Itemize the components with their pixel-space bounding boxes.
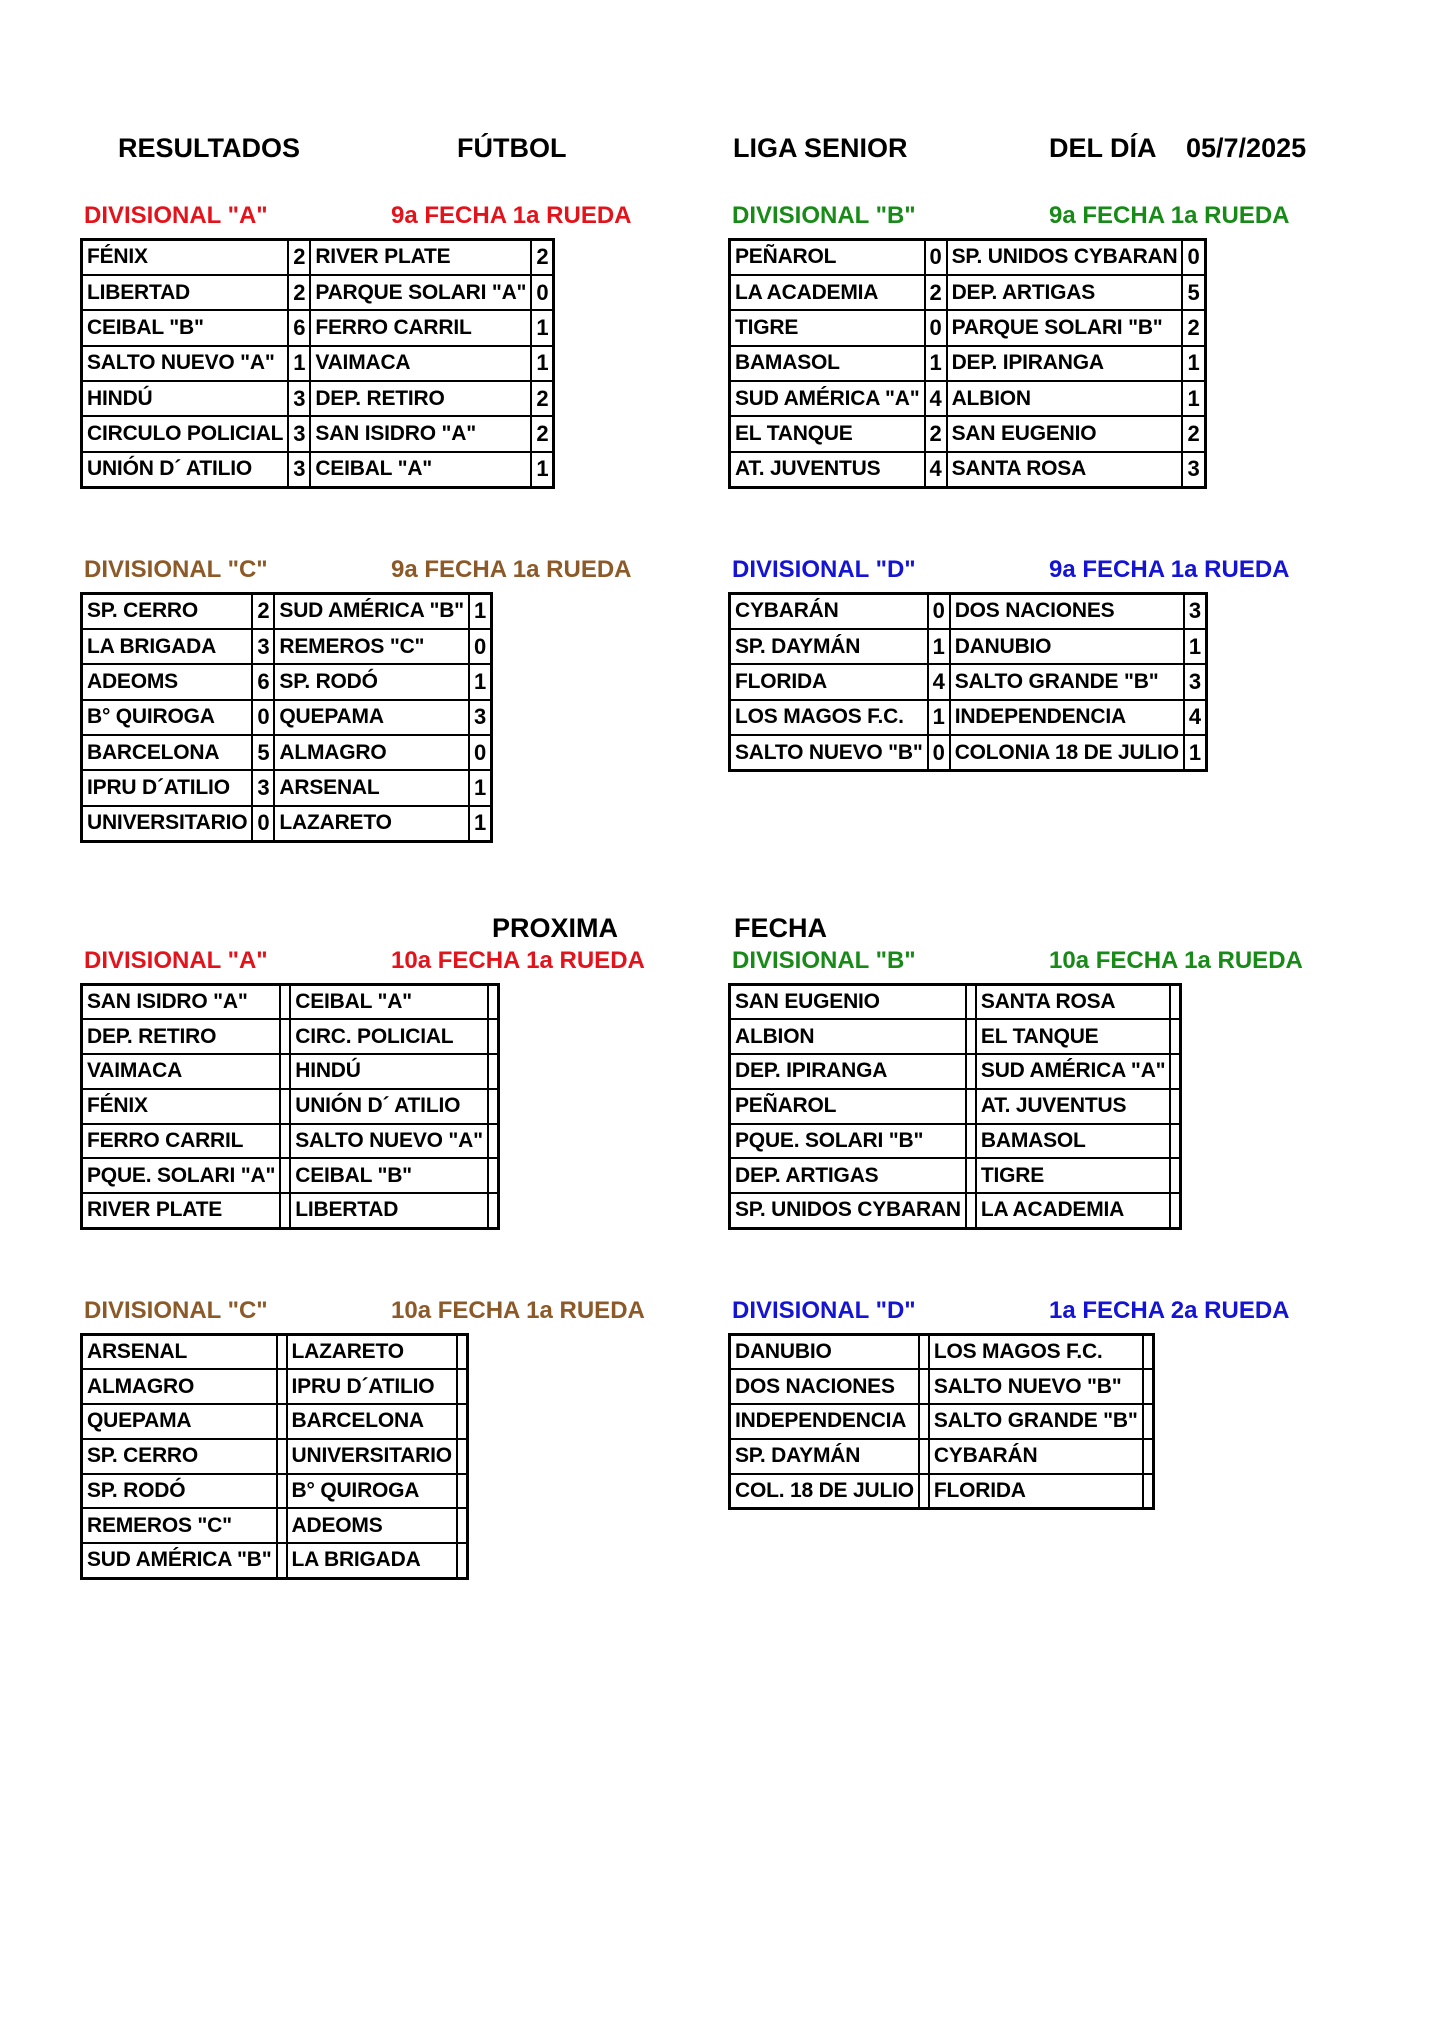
home-team: PEÑAROL (730, 240, 925, 275)
table-row (82, 664, 492, 699)
division-label: DIVISIONAL "C" (84, 556, 268, 583)
away-team: ARSENAL (274, 770, 469, 805)
division-label: DIVISIONAL "B" (732, 202, 916, 229)
title-liga: LIGA SENIOR (733, 133, 908, 163)
away-score: 1 (469, 664, 492, 699)
home-score (277, 1404, 287, 1439)
home-team: SP. RODÓ (82, 1474, 277, 1509)
matches-table (80, 592, 493, 843)
home-team: DOS NACIONES (730, 1369, 919, 1404)
away-score: 0 (469, 629, 492, 664)
home-team: DEP. RETIRO (82, 1019, 281, 1054)
home-team: INDEPENDENCIA (730, 1404, 919, 1439)
away-score: 2 (1182, 416, 1205, 451)
away-score (457, 1508, 468, 1543)
away-score: 4 (1184, 700, 1207, 735)
home-score (919, 1369, 929, 1404)
away-score (1170, 1124, 1181, 1159)
away-score (1170, 1054, 1181, 1089)
division-label: DIVISIONAL "D" (732, 1297, 916, 1324)
home-score (277, 1369, 287, 1404)
table-row (82, 985, 499, 1020)
home-score: 1 (928, 700, 950, 735)
away-team: DEP. RETIRO (310, 381, 531, 416)
home-score: 2 (925, 416, 947, 451)
table-row (730, 275, 1206, 310)
home-score: 4 (925, 452, 947, 487)
away-score: 1 (469, 594, 492, 629)
home-team: PEÑAROL (730, 1089, 966, 1124)
away-team: TIGRE (976, 1158, 1171, 1193)
table-row (82, 1054, 499, 1089)
home-score: 6 (252, 664, 274, 699)
away-team: BARCELONA (287, 1404, 457, 1439)
home-score: 2 (925, 275, 947, 310)
home-score: 0 (252, 700, 274, 735)
home-team: FÉNIX (82, 1089, 281, 1124)
home-score (919, 1439, 929, 1474)
home-score (919, 1335, 929, 1370)
home-team: ALBION (730, 1019, 966, 1054)
table-row (730, 1474, 1154, 1509)
table-row (82, 1089, 499, 1124)
away-score (457, 1543, 468, 1578)
away-team: COLONIA 18 DE JULIO (950, 735, 1184, 770)
division-label: DIVISIONAL "D" (732, 556, 916, 583)
home-score (919, 1474, 929, 1509)
away-team: HINDÚ (290, 1054, 488, 1089)
away-score: 1 (469, 806, 492, 841)
table-row (730, 381, 1206, 416)
away-team: REMEROS "C" (274, 629, 469, 664)
matches-table (80, 238, 555, 489)
home-team: FÉNIX (82, 240, 289, 275)
away-score (1170, 1019, 1181, 1054)
away-team: SANTA ROSA (947, 452, 1183, 487)
home-team: EL TANQUE (730, 416, 925, 451)
title-futbol: FÚTBOL (457, 133, 567, 163)
home-team: DANUBIO (730, 1335, 919, 1370)
away-team: SP. UNIDOS CYBARAN (947, 240, 1183, 275)
away-score: 0 (1182, 240, 1205, 275)
home-team: REMEROS "C" (82, 1508, 277, 1543)
away-team: EL TANQUE (976, 1019, 1171, 1054)
table-row (82, 735, 492, 770)
division-label: DIVISIONAL "C" (84, 1297, 268, 1324)
away-score: 2 (531, 381, 554, 416)
away-team: FLORIDA (929, 1474, 1143, 1509)
home-score: 0 (252, 806, 274, 841)
away-team: LA BRIGADA (287, 1543, 457, 1578)
home-score: 1 (288, 346, 310, 381)
home-team: SP. DAYMÁN (730, 629, 928, 664)
away-team: SALTO NUEVO "B" (929, 1369, 1143, 1404)
home-team: VAIMACA (82, 1054, 281, 1089)
table-row (82, 1019, 499, 1054)
table-row (82, 1369, 468, 1404)
home-score (280, 985, 290, 1020)
table-row (82, 1543, 468, 1578)
away-team: CYBARÁN (929, 1439, 1143, 1474)
away-team: SALTO GRANDE "B" (950, 664, 1184, 699)
table-row (730, 1089, 1181, 1124)
away-team: ALBION (947, 381, 1183, 416)
home-score: 3 (288, 452, 310, 487)
away-team: CEIBAL "A" (290, 985, 488, 1020)
proxima-label: PROXIMA (492, 913, 619, 943)
table-row (82, 1335, 468, 1370)
table-row (730, 240, 1206, 275)
away-team: UNIÓN D´ ATILIO (290, 1089, 488, 1124)
table-row (82, 381, 554, 416)
matches-table (80, 1333, 469, 1580)
away-team: B° QUIROGA (287, 1474, 457, 1509)
away-team: ADEOMS (287, 1508, 457, 1543)
table-row (730, 664, 1207, 699)
table-row (730, 1369, 1154, 1404)
table-row (82, 1439, 468, 1474)
division-label: DIVISIONAL "A" (84, 202, 268, 229)
away-team: CEIBAL "B" (290, 1158, 488, 1193)
home-team: BAMASOL (730, 346, 925, 381)
table-row (82, 770, 492, 805)
away-team: SUD AMÉRICA "A" (976, 1054, 1171, 1089)
away-team: LOS MAGOS F.C. (929, 1335, 1143, 1370)
table-row (82, 1158, 499, 1193)
home-team: SUD AMÉRICA "A" (730, 381, 925, 416)
home-team: PQUE. SOLARI "B" (730, 1124, 966, 1159)
away-score: 1 (531, 310, 554, 345)
table-row (82, 1508, 468, 1543)
home-team: B° QUIROGA (82, 700, 253, 735)
home-score: 4 (928, 664, 950, 699)
table-row (82, 452, 554, 487)
away-team: SP. RODÓ (274, 664, 469, 699)
away-score (457, 1404, 468, 1439)
home-team: TIGRE (730, 310, 925, 345)
matches-table (728, 1333, 1155, 1510)
home-team: UNIVERSITARIO (82, 806, 253, 841)
home-team: SP. CERRO (82, 1439, 277, 1474)
away-score (1143, 1439, 1154, 1474)
home-score: 0 (925, 240, 947, 275)
home-team: DEP. ARTIGAS (730, 1158, 966, 1193)
away-team: CEIBAL "A" (310, 452, 531, 487)
home-score: 1 (925, 346, 947, 381)
fecha-label: 1a FECHA 2a RUEDA (1049, 1297, 1290, 1324)
home-team: SP. CERRO (82, 594, 253, 629)
home-team: IPRU D´ATILIO (82, 770, 253, 805)
away-score (488, 1054, 499, 1089)
table-row (730, 416, 1206, 451)
home-team: PQUE. SOLARI "A" (82, 1158, 281, 1193)
matches-table (728, 592, 1208, 772)
away-team: DEP. IPIRANGA (947, 346, 1183, 381)
table-row (730, 1439, 1154, 1474)
table-row (82, 1124, 499, 1159)
table-row (730, 1054, 1181, 1089)
away-score (1143, 1404, 1154, 1439)
fecha-label: 10a FECHA 1a RUEDA (1049, 947, 1303, 974)
table-row (730, 310, 1206, 345)
away-team: PARQUE SOLARI "B" (947, 310, 1183, 345)
home-team: SAN ISIDRO "A" (82, 985, 281, 1020)
away-score: 1 (469, 770, 492, 805)
home-team: BARCELONA (82, 735, 253, 770)
table-row (82, 700, 492, 735)
home-score: 2 (288, 275, 310, 310)
away-score (457, 1439, 468, 1474)
away-score (1143, 1369, 1154, 1404)
home-score (966, 1019, 976, 1054)
table-row (82, 1193, 499, 1228)
away-score (488, 1089, 499, 1124)
away-score (488, 1193, 499, 1228)
away-score (1170, 1158, 1181, 1193)
table-row (730, 1335, 1154, 1370)
home-score: 3 (288, 416, 310, 451)
home-score (280, 1158, 290, 1193)
away-team: RIVER PLATE (310, 240, 531, 275)
home-score (280, 1124, 290, 1159)
home-score (966, 1158, 976, 1193)
away-team: LA ACADEMIA (976, 1193, 1171, 1228)
away-score: 3 (1184, 594, 1207, 629)
home-score (919, 1404, 929, 1439)
table-row (730, 735, 1207, 770)
home-score: 3 (252, 629, 274, 664)
away-team: UNIVERSITARIO (287, 1439, 457, 1474)
away-score: 3 (469, 700, 492, 735)
table-row (730, 594, 1207, 629)
away-team: BAMASOL (976, 1124, 1171, 1159)
title-resultados: RESULTADOS (118, 133, 300, 163)
home-team: ARSENAL (82, 1335, 277, 1370)
away-score: 1 (531, 346, 554, 381)
table-row (82, 629, 492, 664)
away-score: 0 (531, 275, 554, 310)
table-row (730, 1019, 1181, 1054)
home-score (966, 1054, 976, 1089)
away-score (1170, 985, 1181, 1020)
home-score: 0 (928, 594, 950, 629)
away-score (1170, 1193, 1181, 1228)
fecha-label: 9a FECHA 1a RUEDA (1049, 556, 1290, 583)
away-score: 1 (1184, 735, 1207, 770)
fecha-label: 10a FECHA 1a RUEDA (391, 1297, 645, 1324)
away-score (488, 1124, 499, 1159)
table-row (82, 806, 492, 841)
home-score: 5 (252, 735, 274, 770)
home-score: 4 (925, 381, 947, 416)
away-team: DOS NACIONES (950, 594, 1184, 629)
home-score: 2 (288, 240, 310, 275)
home-score: 1 (928, 629, 950, 664)
table-row (82, 310, 554, 345)
home-team: CYBARÁN (730, 594, 928, 629)
home-team: DEP. IPIRANGA (730, 1054, 966, 1089)
away-team: SANTA ROSA (976, 985, 1171, 1020)
away-team: IPRU D´ATILIO (287, 1369, 457, 1404)
away-team: SAN EUGENIO (947, 416, 1183, 451)
home-team: LA BRIGADA (82, 629, 253, 664)
division-label: DIVISIONAL "B" (732, 947, 916, 974)
away-team: PARQUE SOLARI "A" (310, 275, 531, 310)
table-row (730, 346, 1206, 381)
away-score (457, 1369, 468, 1404)
table-row (730, 1404, 1154, 1439)
title-del-dia: DEL DÍA (1049, 133, 1157, 163)
matches-table (728, 983, 1182, 1230)
home-score (277, 1508, 287, 1543)
away-score (488, 1019, 499, 1054)
home-team: ALMAGRO (82, 1369, 277, 1404)
home-score (280, 1089, 290, 1124)
home-team: SP. DAYMÁN (730, 1439, 919, 1474)
home-score (966, 1089, 976, 1124)
home-score: 6 (288, 310, 310, 345)
away-team: LAZARETO (287, 1335, 457, 1370)
away-score (488, 1158, 499, 1193)
home-score: 0 (925, 310, 947, 345)
away-team: DANUBIO (950, 629, 1184, 664)
home-team: CIRCULO POLICIAL (82, 416, 289, 451)
fecha-label: 9a FECHA 1a RUEDA (391, 202, 632, 229)
home-score: 3 (288, 381, 310, 416)
away-score: 3 (1182, 452, 1205, 487)
table-row (82, 240, 554, 275)
home-team: LIBERTAD (82, 275, 289, 310)
home-score (280, 1193, 290, 1228)
table-row (82, 1474, 468, 1509)
home-team: FLORIDA (730, 664, 928, 699)
away-team: SALTO GRANDE "B" (929, 1404, 1143, 1439)
away-team: CIRC. POLICIAL (290, 1019, 488, 1054)
away-score (1143, 1474, 1154, 1509)
home-team: SALTO NUEVO "B" (730, 735, 928, 770)
table-row (82, 346, 554, 381)
home-score (966, 1193, 976, 1228)
away-score: 2 (1182, 310, 1205, 345)
home-team: SAN EUGENIO (730, 985, 966, 1020)
away-team: DEP. ARTIGAS (947, 275, 1183, 310)
home-score: 2 (252, 594, 274, 629)
table-row (82, 416, 554, 451)
away-team: AT. JUVENTUS (976, 1089, 1171, 1124)
table-row (730, 1193, 1181, 1228)
table-row (82, 1404, 468, 1439)
away-team: ALMAGRO (274, 735, 469, 770)
table-row (730, 1158, 1181, 1193)
away-team: INDEPENDENCIA (950, 700, 1184, 735)
away-score: 2 (531, 240, 554, 275)
fecha-label: 10a FECHA 1a RUEDA (391, 947, 645, 974)
away-score: 2 (531, 416, 554, 451)
home-score (280, 1054, 290, 1089)
table-row (730, 452, 1206, 487)
home-team: LA ACADEMIA (730, 275, 925, 310)
home-team: FERRO CARRIL (82, 1124, 281, 1159)
away-team: LAZARETO (274, 806, 469, 841)
home-team: HINDÚ (82, 381, 289, 416)
table-row (730, 629, 1207, 664)
table-row (82, 275, 554, 310)
title-date: 05/7/2025 (1186, 133, 1307, 163)
away-team: VAIMACA (310, 346, 531, 381)
home-team: SP. UNIDOS CYBARAN (730, 1193, 966, 1228)
away-score (457, 1335, 468, 1370)
home-score (966, 1124, 976, 1159)
home-team: AT. JUVENTUS (730, 452, 925, 487)
home-team: RIVER PLATE (82, 1193, 281, 1228)
table-row (730, 985, 1181, 1020)
away-score: 3 (1184, 664, 1207, 699)
fecha-label: 9a FECHA 1a RUEDA (1049, 202, 1290, 229)
away-team: SAN ISIDRO "A" (310, 416, 531, 451)
away-team: FERRO CARRIL (310, 310, 531, 345)
home-team: SALTO NUEVO "A" (82, 346, 289, 381)
table-row (730, 700, 1207, 735)
home-score (277, 1543, 287, 1578)
away-team: SUD AMÉRICA "B" (274, 594, 469, 629)
fecha-label: 9a FECHA 1a RUEDA (391, 556, 632, 583)
matches-table (728, 238, 1207, 489)
away-team: LIBERTAD (290, 1193, 488, 1228)
away-score: 1 (1182, 381, 1205, 416)
away-team: QUEPAMA (274, 700, 469, 735)
away-score: 1 (531, 452, 554, 487)
home-team: SUD AMÉRICA "B" (82, 1543, 277, 1578)
away-score: 5 (1182, 275, 1205, 310)
home-team: LOS MAGOS F.C. (730, 700, 928, 735)
away-score: 0 (469, 735, 492, 770)
home-team: UNIÓN D´ ATILIO (82, 452, 289, 487)
home-score (277, 1335, 287, 1370)
home-score (277, 1439, 287, 1474)
home-score (280, 1019, 290, 1054)
home-score: 0 (928, 735, 950, 770)
home-team: CEIBAL "B" (82, 310, 289, 345)
home-team: ADEOMS (82, 664, 253, 699)
table-row (730, 1124, 1181, 1159)
home-team: QUEPAMA (82, 1404, 277, 1439)
table-row (82, 594, 492, 629)
away-team: SALTO NUEVO "A" (290, 1124, 488, 1159)
matches-table (80, 983, 500, 1230)
home-score (966, 985, 976, 1020)
fecha-label: FECHA (734, 913, 827, 943)
away-score (457, 1474, 468, 1509)
home-team: COL. 18 DE JULIO (730, 1474, 919, 1509)
home-score: 3 (252, 770, 274, 805)
away-score (488, 985, 499, 1020)
home-score (277, 1474, 287, 1509)
away-score (1170, 1089, 1181, 1124)
away-score: 1 (1184, 629, 1207, 664)
division-label: DIVISIONAL "A" (84, 947, 268, 974)
away-score: 1 (1182, 346, 1205, 381)
away-score (1143, 1335, 1154, 1370)
